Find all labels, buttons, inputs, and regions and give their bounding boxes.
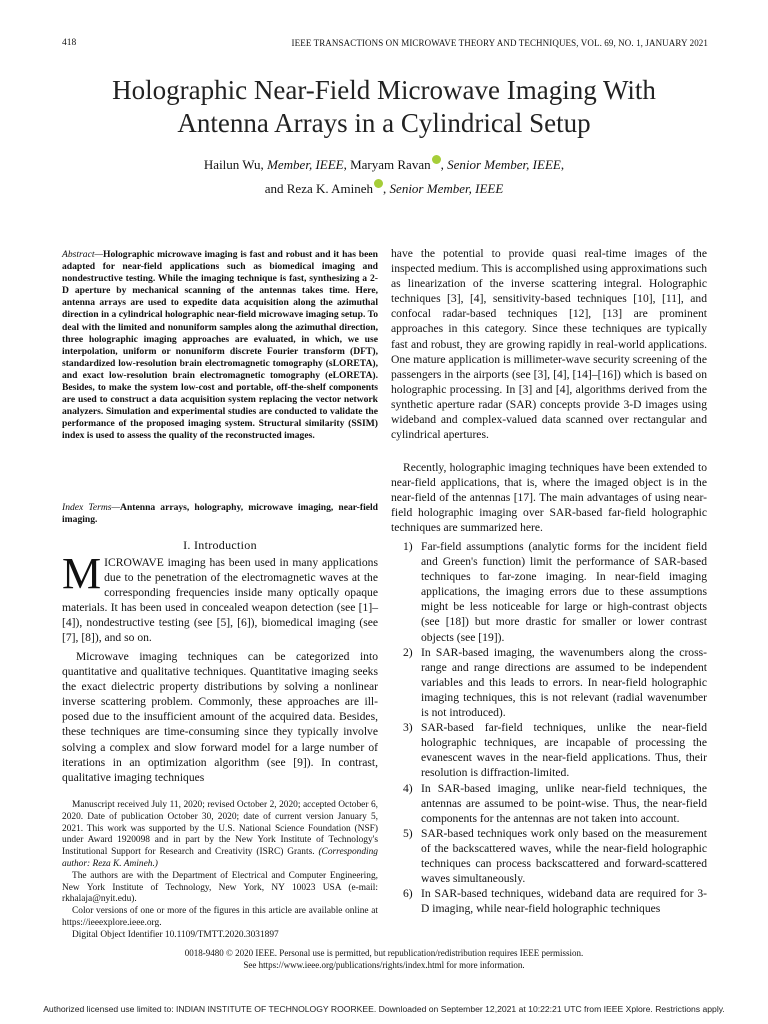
- journal-running-head: IEEE TRANSACTIONS ON MICROWAVE THEORY AND TECHNIQUES, VOL. 69, NO. 1, JANUARY 2021: [291, 38, 708, 48]
- intro-paragraph-1: [62, 549, 378, 646]
- footnote-manuscript: Manuscript received July 11, 2020; revised October 2, 2020; accepted October 6, 2020. Date of publication October 30, 2020; date of current version January 5, 2021. This work was supported by the U.S. National Science Foundation (NSF) under Award 1920098 and in part by the New York Institute of Technology's Institutional Support for Research and Creativity (ISRC) Grants. (Corresponding author: Reza K. Amineh.): [62, 800, 378, 869]
- author-role: Senior Member, IEEE: [389, 181, 504, 196]
- dropcap: M: [62, 549, 102, 598]
- copyright-notice: [100, 948, 668, 971]
- author-name: Hailun Wu,: [203, 157, 264, 172]
- title-line-2: Antenna Arrays in a Cylindrical Setup: [177, 108, 591, 138]
- list-item: 1) Far-field assumptions (analytic forms for the incident field and Green's function) limit the performance of SAR-based techniques to far-zone imaging. In near-field imaging applications, the imaging errors due to these assumptions might be less noticeable for large or high-contrast objects (see [18]) but more drastic for smaller or lower contrast objects (see [19]).: [403, 540, 707, 644]
- section-heading: I. Introduction: [183, 538, 257, 552]
- footnotes: [62, 800, 378, 942]
- orcid-icon[interactable]: [432, 155, 441, 164]
- author-name: and Reza K. Amineh: [264, 181, 374, 196]
- right-paragraph-1: have the potential to provide quasi real-time images of the inspected medium. This is accomplished using approximations such as linearization of the inverse scattering integral. Holographic techniques [3], [4], sensitivity-based techniques [10], [11], and confocal radar-based techniques [12], [13] are prominent approaches in this category. Since these techniques are typically fast and robust, they are growing rapidly in real-world applications. One mature application is millimeter-wave security screening of the passengers in the airports (see [3], [4], [14]–[16]) which is based on holographic processing. In [3] and [4], algorithms derived from the synthetic aperture radar (SAR) concepts provide 3-D images using wideband and complex-valued data scanned over rectangular and cylindrical apertures.: [391, 247, 707, 442]
- corresponding-author: (Corresponding author: Reza K. Amineh.): [62, 847, 378, 869]
- license-banner: Authorized licensed use limited to: INDIAN INSTITUTE OF TECHNOLOGY ROORKEE. Downloaded on September 12,2021 at 10:22:21 UTC from IEEE Xplore. Restrictions apply.: [43, 1004, 725, 1014]
- abstract: [62, 249, 378, 443]
- intro-p1-text: ICROWAVE imaging has been used in many applications due to the penetration of the electromagnetic waves at the corresponding frequencies inside many optically opaque materials. It has been used in concealed weapon detection (see [1]–[4]), nondestructive testing (see [5], [6]), biomedical imaging (see [7], [8]), and so on.: [62, 556, 378, 645]
- abstract-text: Holographic microwave imaging is fast and robust and it has been adapted for near-field applications such as biomedical imaging and nondestructive testing. While the imaging technique is fast, synthesizing a 2-D aperture by mechanical scanning of the antennas takes time. Here, antenna arrays are used to expedite data acquisition along the azimuthal direction in a cylindrical holographic near-field microwave imaging setup. To deal with the limited and nonuniform samples along the azimuthal direction, three holographic imaging approaches are evaluated, in which, we use interpolation, uniform or nonuniform discrete Fourier transform (DFT), standardized low-resolution brain electromagnetic tomography (sLORETA), and exact low-resolution brain electromagnetic tomography (eLORETA). Besides, to make the system low-cost and portable, off-the-shelf components are used to construct a data acquisition system replacing the vector network analyzers. Simulation and experimental studies are conducted to validate the performance of the proposed imaging system. Structural similarity (SSIM) index is used to assess the quality of the reconstructed images.: [62, 249, 378, 442]
- right-paragraph-2: Recently, holographic imaging techniques have been extended to near-field applications, that is, where the imaged object is in the near-field of the antennas [17]. The main advantages of using near-field holographic imaging over SAR-based far-field holographic techniques are summarized here.: [391, 461, 707, 535]
- index-terms-text: Antenna arrays, holography, microwave imaging, near-field imaging.: [62, 502, 378, 526]
- list-item: 3) SAR-based far-field techniques, unlike the near-field holographic techniques, are incapable of processing the evanescent waves in the near-field applications. Thus, their resolution is diffraction-limited.: [403, 721, 707, 780]
- page-number: 418: [62, 38, 77, 48]
- copyright-line-2: See https://www.ieee.org/publications/rights/index.html for more information.: [243, 959, 525, 970]
- list-item: 2) In SAR-based imaging, the wavenumbers along the cross-range and range directions are assumed to be independent variables and this leads to errors. In near-field holographic imaging techniques, this is not relevant (radial wavenumber is not introduced).: [403, 645, 707, 720]
- author-line-1: Hailun Wu, Member, IEEE, Maryam Ravan , Senior Member, IEEE,: [203, 157, 565, 172]
- copyright-line-1: 0018-9480 © 2020 IEEE. Personal use is permitted, but republication/redistribution requires IEEE permission.: [184, 948, 584, 958]
- author-line-2: and Reza K. Amineh , Senior Member, IEEE: [264, 181, 504, 196]
- author-role: Member, IEEE: [267, 157, 344, 172]
- list-item: 6) In SAR-based techniques, wideband data are required for 3-D imaging, while near-field holographic techniques: [403, 887, 707, 916]
- abstract-label: Abstract—: [62, 249, 104, 260]
- index-terms-label: Index Terms—: [62, 502, 121, 513]
- footnote-affiliation: The authors are with the Department of Electrical and Computer Engineering, New York Institute of Technology, New York, NY 10023 USA (e-mail: rkhalaja@nyit.edu).: [62, 870, 378, 905]
- title-line-1: Holographic Near-Field Microwave Imaging With: [112, 75, 656, 105]
- footnote-doi: Digital Object Identifier 10.1109/TMTT.2020.3031897: [72, 929, 279, 940]
- orcid-icon[interactable]: [374, 179, 383, 188]
- author-name: Maryam Ravan: [350, 157, 431, 172]
- list-item: 4) In SAR-based imaging, unlike near-field techniques, the antennas are assumed to be point-wise. Thus, the near-field components for the antennas are not taken into account.: [403, 781, 707, 825]
- advantages-list: [391, 539, 707, 916]
- footnote-color: Color versions of one or more of the figures in this article are available online at https://ieeexplore.ieee.org.: [62, 906, 378, 928]
- list-item: 5) SAR-based techniques work only based on the measurement of the backscattered waves, while the near-field holographic techniques can process backscattered and forward-scattered waves simultaneously.: [403, 826, 707, 886]
- paper-title: [40, 74, 728, 140]
- index-terms: [62, 502, 378, 526]
- intro-paragraph-2: Microwave imaging techniques can be categorized into quantitative and qualitative techniques. Quantitative imaging seeks the exact dielectric property distributions by solving a nonlinear inverse scattering problem. Commonly, these approaches are ill-posed due to the insufficient amount of the acquired data. Besides, these techniques are time-consuming since they typically involve solving a complex and slow forward model for a large number of iterations in an optimization algorithm (see [9]). In contrast, qualitative imaging techniques: [62, 650, 378, 784]
- author-role: Senior Member, IEEE: [447, 157, 561, 172]
